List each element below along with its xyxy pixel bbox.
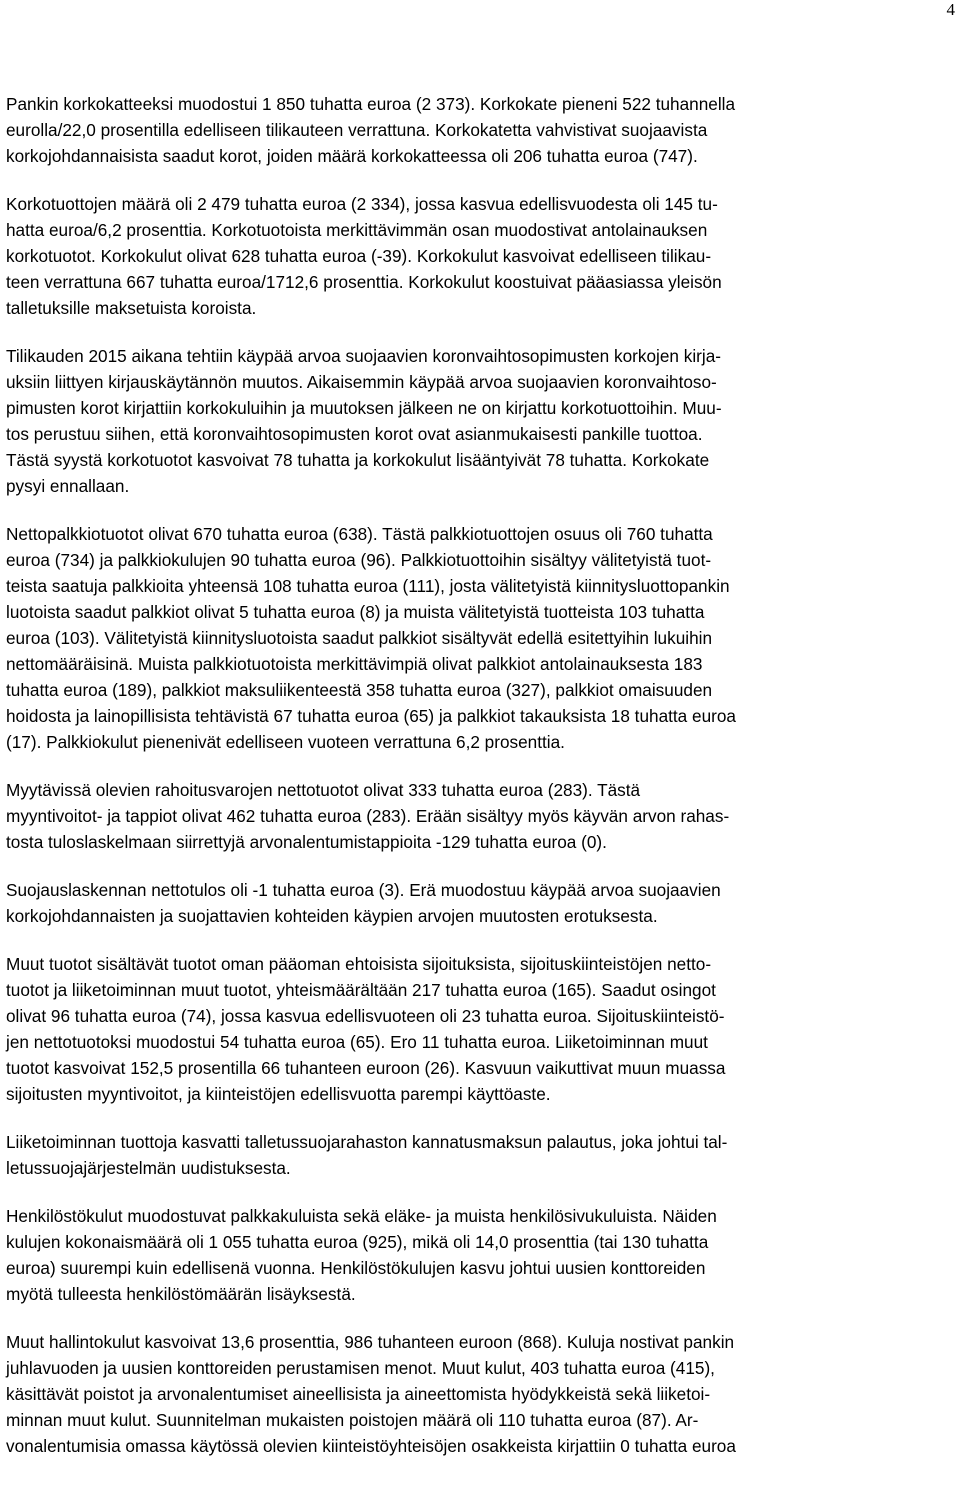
text-line: euroa (734) ja palkkiokulujen 90 tuhatta euroa (96). Palkkiotuottoihin sisältyy välitetyistä tuot-: [6, 550, 712, 570]
text-line: tosta tuloslaskelmaan siirrettyjä arvonalentumistappioita -129 tuhatta euroa (0).: [6, 832, 607, 852]
text-line: Myytävissä olevien rahoitusvarojen nettotuotot olivat 333 tuhatta euroa (283). Tästä: [6, 780, 641, 800]
paragraph-7: [6, 951, 956, 1107]
text-line: kulujen kokonaismäärä oli 1 055 tuhatta euroa (925), mikä oli 14,0 prosenttia (tai 130 tuhatta: [6, 1232, 709, 1252]
text-line: Muut hallintokulut kasvoivat 13,6 prosenttia, 986 tuhanteen euroon (868). Kuluja nostivat pankin: [6, 1332, 735, 1352]
text-line: Nettopalkkiotuotot olivat 670 tuhatta euroa (638). Tästä palkkiotuottojen osuus oli 760 tuhatta: [6, 524, 713, 544]
text-line: Tilikauden 2015 aikana tehtiin käypää arvoa suojaavien koronvaihtosopimusten korkojen kirja-: [6, 346, 721, 366]
text-line: Muut tuotot sisältävät tuotot oman pääoman ehtoisista sijoituksista, sijoituskiinteistöjen netto-: [6, 954, 712, 974]
text-line: juhlavuoden ja uusien konttoreiden perustamisen menot. Muut kulut, 403 tuhatta euroa (415),: [6, 1358, 715, 1378]
text-line: talletuksille maksetuista koroista.: [6, 298, 257, 318]
paragraph-9: [6, 1203, 956, 1307]
paragraph-5: [6, 777, 956, 855]
text-line: nettomääräisinä. Muista palkkiotuotoista merkittävimpiä olivat palkkiot antolainauksesta 183: [6, 654, 703, 674]
text-line: luotoista saadut palkkiot olivat 5 tuhatta euroa (8) ja muista välitetyistä tuotteista 103 tuhatta: [6, 602, 705, 622]
text-line: eurolla/22,0 prosentilla edelliseen tilikauteen verrattuna. Korkokatetta vahvistivat suojaavista: [6, 120, 708, 140]
text-line: olivat 96 tuhatta euroa (74), jossa kasvua edellisvuoteen oli 23 tuhatta euroa. Sijoituskiinteistö-: [6, 1006, 725, 1026]
text-line: sijoitusten myyntivoitot, ja kiinteistöjen edellisvuotta parempi käyttöaste.: [6, 1084, 551, 1104]
text-line: Pankin korkokatteeksi muodostui 1 850 tuhatta euroa (2 373). Korkokate pieneni 522 tuhannella: [6, 94, 736, 114]
text-line: Tästä syystä korkotuotot kasvoivat 78 tuhatta ja korkokulut lisääntyivät 78 tuhatta. Korkokate: [6, 450, 710, 470]
text-line: vonalentumisia omassa käytössä olevien kiinteistöyhteisöjen osakkeista kirjattiin 0 tuhatta euroa: [6, 1436, 736, 1456]
text-line: pimusten korot kirjattiin korkokuluihin ja muutoksen jälkeen ne on kirjattu korkotuottoihin. Muu-: [6, 398, 722, 418]
text-line: hatta euroa/6,2 prosenttia. Korkotuotoista merkittävimmän osan muodostivat antolainauksen: [6, 220, 708, 240]
text-line: myötä tulleesta henkilöstömäärän lisäyksestä.: [6, 1284, 356, 1304]
text-line: tuhatta euroa (189), palkkiot maksuliikenteestä 358 tuhatta euroa (327), palkkiot omaisuuden: [6, 680, 713, 700]
text-line: teista saatuja palkkioita yhteensä 108 tuhatta euroa (111), josta välitetyistä kiinnitysluottopankin: [6, 576, 730, 596]
page-number: 4: [946, 0, 955, 19]
text-line: euroa (103). Välitetyistä kiinnitysluotoista saadut palkkiot sisältyvät edellä esitettyihin lukuihin: [6, 628, 713, 648]
text-line: Korkotuottojen määrä oli 2 479 tuhatta euroa (2 334), jossa kasvua edellisvuodesta oli 145 tu-: [6, 194, 718, 214]
text-line: Henkilöstökulut muodostuvat palkkakuluista sekä eläke- ja muista henkilösivukuluista. Näiden: [6, 1206, 717, 1226]
paragraph-8: [6, 1129, 956, 1181]
paragraph-6: [6, 877, 956, 929]
text-line: tos perustuu siihen, että koronvaihtosopimusten korot ovat asianmukaisesti pankille tuottoa.: [6, 424, 703, 444]
paragraph-10: [6, 1329, 956, 1459]
text-line: letussuojajärjestelmän uudistuksesta.: [6, 1158, 291, 1178]
text-line: tuotot ja liiketoiminnan muut tuotot, yhteismäärältään 217 tuhatta euroa (165). Saadut osingot: [6, 980, 716, 1000]
paragraph-1: [6, 91, 956, 169]
text-line: tuotot kasvoivat 152,5 prosentilla 66 tuhanteen euroon (26). Kasvuun vaikuttivat muun muassa: [6, 1058, 726, 1078]
paragraph-4: [6, 521, 956, 755]
text-line: Suojauslaskennan nettotulos oli -1 tuhatta euroa (3). Erä muodostuu käypää arvoa suojaavien: [6, 880, 721, 900]
text-line: korkojohdannaisista saadut korot, joiden määrä korkokatteessa oli 206 tuhatta euroa (747).: [6, 146, 698, 166]
text-line: hoidosta ja lainopillisista tehtävistä 67 tuhatta euroa (65) ja palkkiot takauksista 18 tuhatta euroa: [6, 706, 736, 726]
text-line: uksiin liittyen kirjauskäytännön muutos. Aikaisemmin käypää arvoa suojaavien koronvaihtoso-: [6, 372, 717, 392]
text-line: korkojohdannaisten ja suojattavien kohteiden käypien arvojen muutosten erotuksesta.: [6, 906, 658, 926]
text-line: korkotuotot. Korkokulut olivat 628 tuhatta euroa (-39). Korkokulut kasvoivat edelliseen tilikau-: [6, 246, 712, 266]
text-line: teen verrattuna 667 tuhatta euroa/1712,6 prosenttia. Korkokulut koostuivat pääasiassa yleisön: [6, 272, 722, 292]
text-line: pysyi ennallaan.: [6, 476, 130, 496]
paragraph-3: [6, 343, 956, 499]
text-line: myyntivoitot- ja tappiot olivat 462 tuhatta euroa (283). Erään sisältyy myös käyvän arvon rahas-: [6, 806, 730, 826]
text-line: (17). Palkkiokulut pienenivät edelliseen vuoteen verrattuna 6,2 prosenttia.: [6, 732, 565, 752]
text-line: jen nettotuotoksi muodostui 54 tuhatta euroa (65). Ero 11 tuhatta euroa. Liiketoiminnan muut: [6, 1032, 708, 1052]
document-body: [6, 91, 956, 1481]
text-line: käsittävät poistot ja arvonalentumiset aineellisista ja aineettomista hyödykkeistä sekä liiketoi-: [6, 1384, 711, 1404]
paragraph-2: [6, 191, 956, 321]
text-line: minnan muut kulut. Suunnitelman mukaisten poistojen määrä oli 110 tuhatta euroa (87). Ar-: [6, 1410, 699, 1430]
text-line: Liiketoiminnan tuottoja kasvatti talletussuojarahaston kannatusmaksun palautus, joka johtui tal-: [6, 1132, 728, 1152]
text-line: euroa) suurempi kuin edellisenä vuonna. Henkilöstökulujen kasvu johtui uusien konttoreiden: [6, 1258, 706, 1278]
